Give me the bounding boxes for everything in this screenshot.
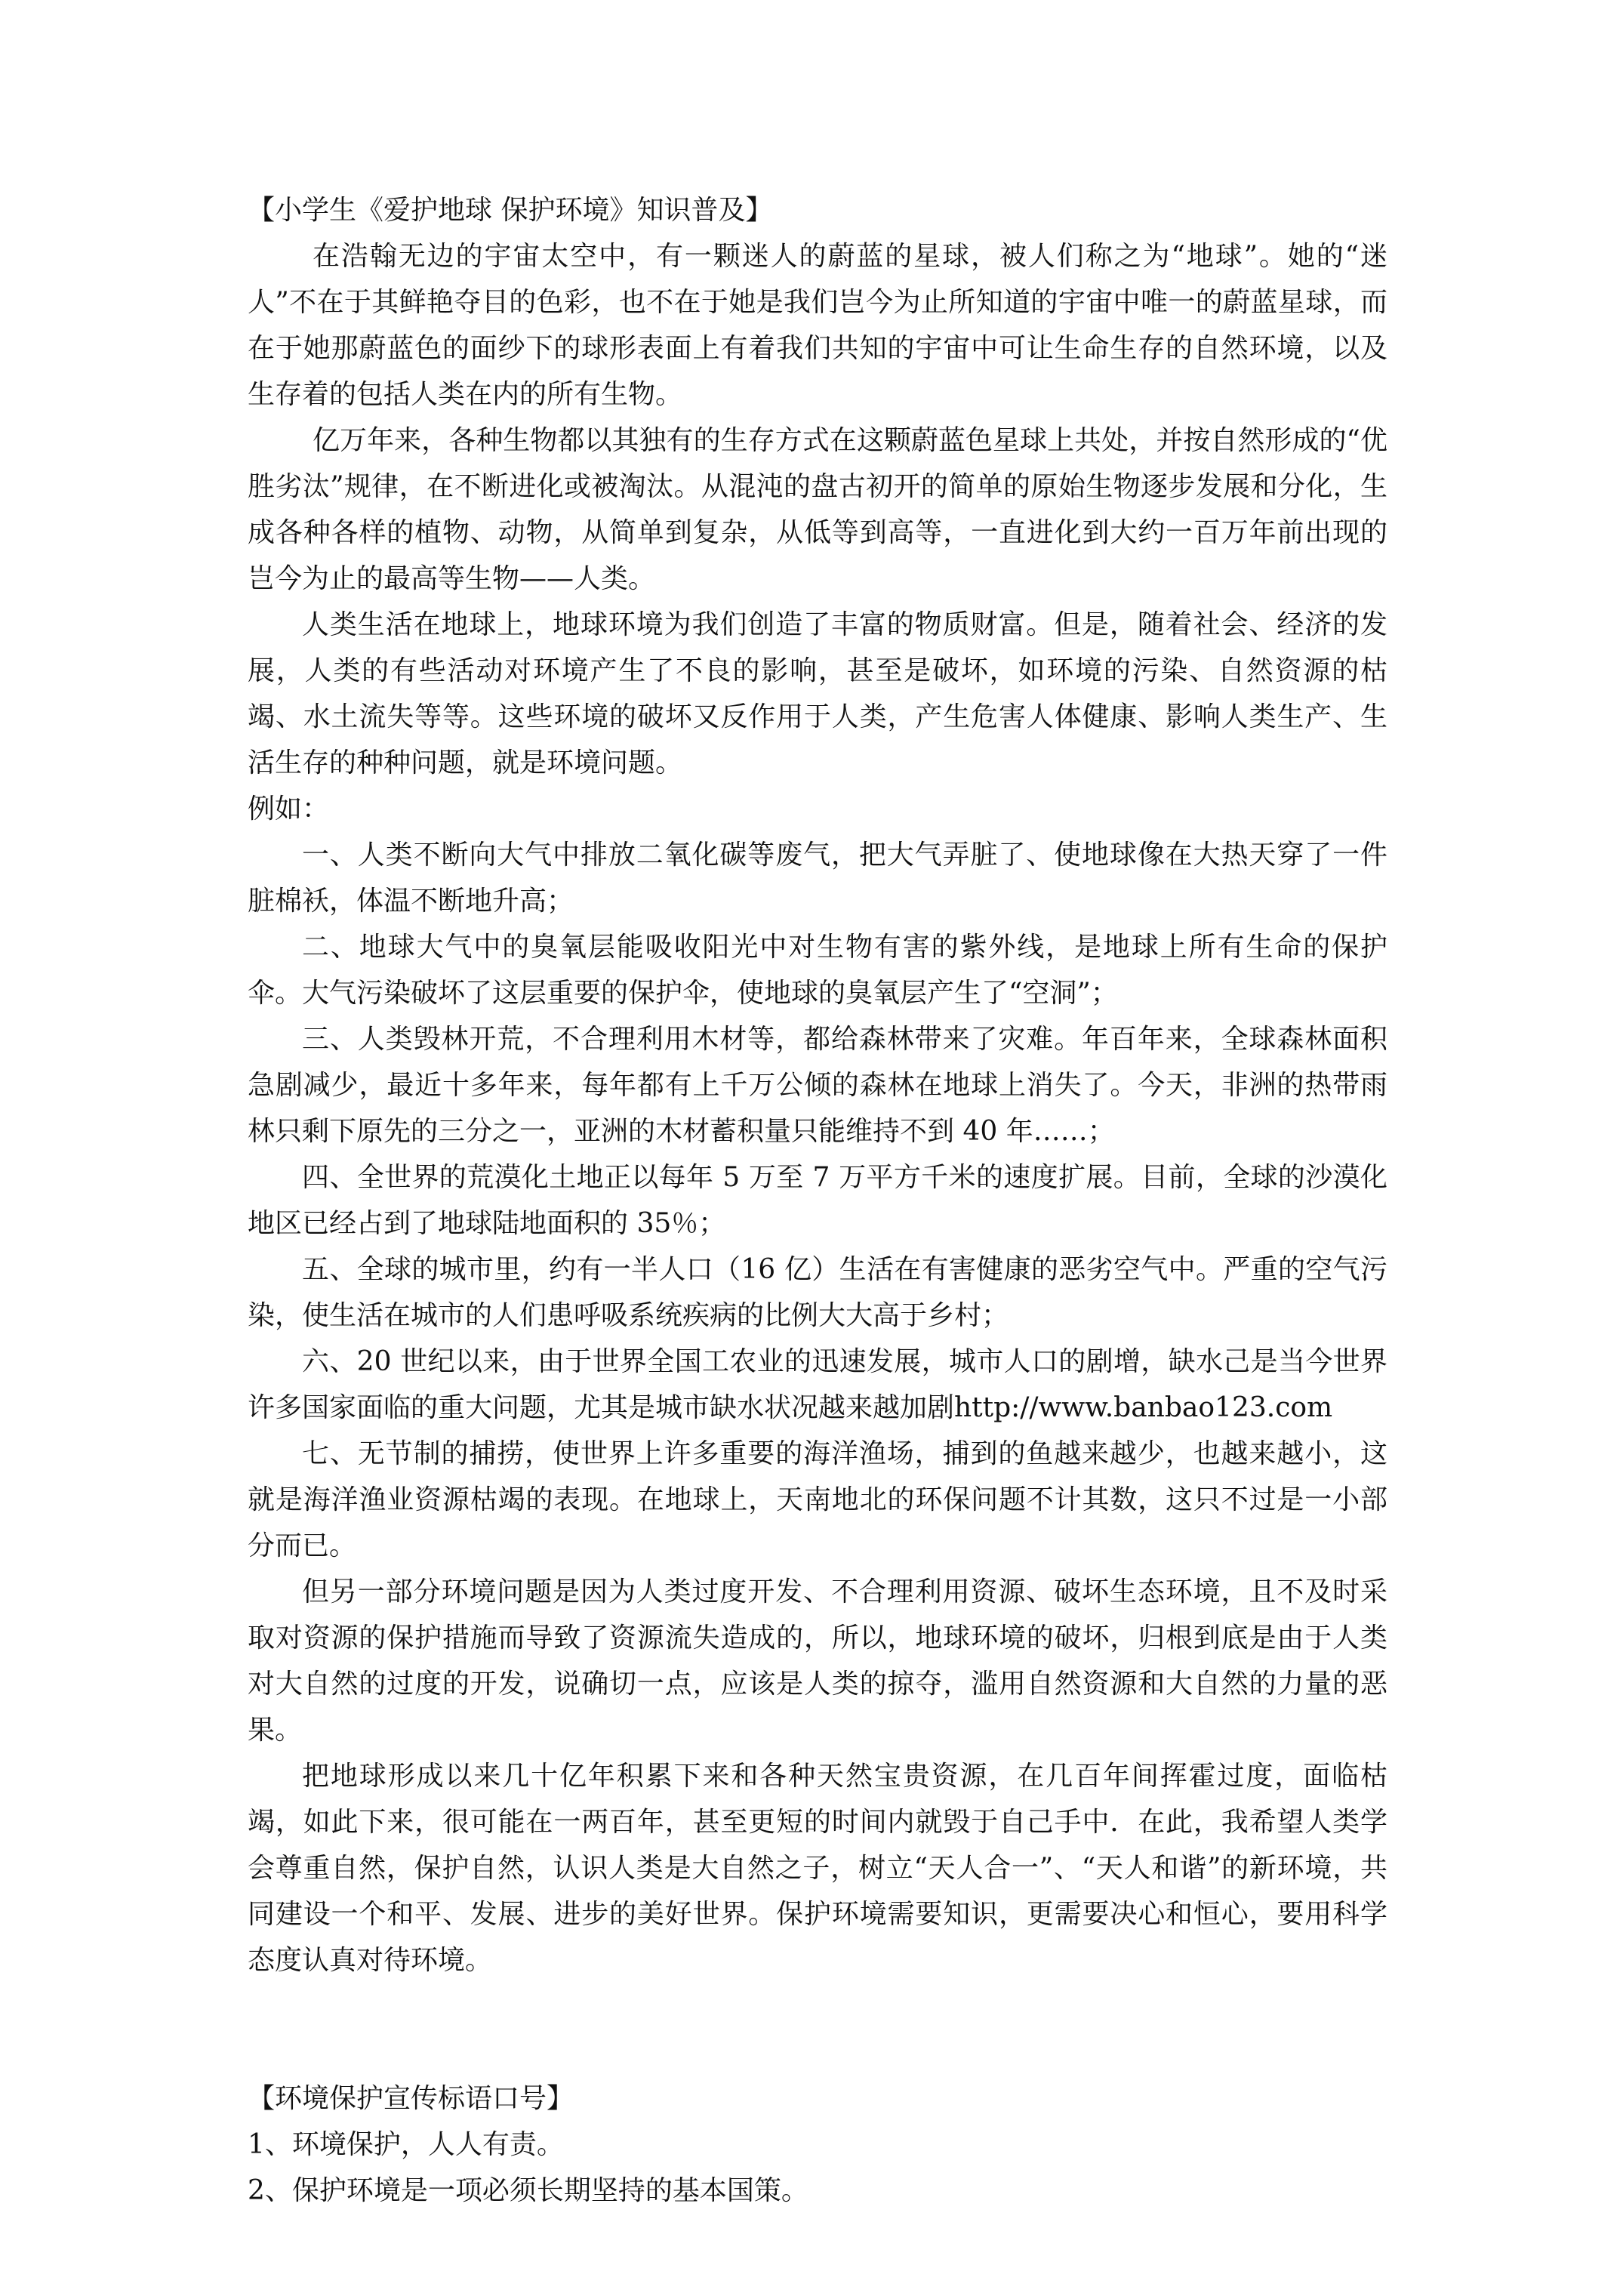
section-spacer [248,1983,1387,2076]
example-item-4: 四、全世界的荒漠化土地正以每年 5 万至 7 万平方千米的速度扩展。目前，全球的沙漠化地区已经占到了地球陆地面积的 35％； [248,1162,1387,1239]
closing-paragraph-1: 但另一部分环境问题是因为人类过度开发、不合理利用资源、破坏生态环境，且不及时采取对资源的保护措施而导致了资源流失造成的，所以，地球环境的破坏，归根到底是由于人类对大自然的过度的开发，说确切一点，应该是人类的掠夺，滥用自然资源和大自然的力量的恶果。 [248,1576,1387,1746]
example-item-3: 三、人类毁林开荒，不合理利用木材等，都给森林带来了灾难。年百年来，全球森林面积急剧减少，最近十多年来，每年都有上千万公倾的森林在地球上消失了。今天，非洲的热带雨林只剩下原先的三分之一，亚洲的木材蓄积量只能维持不到 40 年……； [248,1024,1387,1147]
slogans-title: 【环境保护宣传标语口号】 [248,2083,574,2114]
example-item-2: 二、地球大气中的臭氧层能吸收阳光中对生物有害的紫外线，是地球上所有生命的保护伞。大气污染破坏了这层重要的保护伞，使地球的臭氧层产生了“空洞”； [248,932,1387,1009]
closing-paragraph-2: 把地球形成以来几十亿年积累下来和各种天然宝贵资源，在几百年间挥霍过度，面临枯竭，如此下来，很可能在一两百年，甚至更短的时间内就毁于自己手中．在此，我希望人类学会尊重自然，保护自然，认识人类是大自然之子，树立“天人合一”、“天人和谐”的新环境，共同建设一个和平、发展、进步的美好世界。保护环境需要知识，更需要决心和恒心，要用科学态度认真对待环境。 [248,1761,1387,1976]
article-paragraph-1: 在浩翰无边的宇宙太空中，有一颗迷人的蔚蓝的星球，被人们称之为“地球”。她的“迷人”不在于其鲜艳夺目的色彩，也不在于她是我们岂今为止所知道的宇宙中唯一的蔚蓝星球，而在于她那蔚蓝色的面纱下的球形表面上有着我们共知的宇宙中可让生命生存的自然环境，以及生存着的包括人类在内的所有生物。 [248,241,1387,410]
article-title: 【小学生《爱护地球 保护环境》知识普及】 [248,195,773,226]
article-paragraph-2: 亿万年来，各种生物都以其独有的生存方式在这颗蔚蓝色星球上共处，并按自然形成的“优胜劣汰”规律，在不断进化或被淘汰。从混沌的盘古初开的简单的原始生物逐步发展和分化，生成各种各样的植物、动物，从简单到复杂，从低等到高等，一直进化到大约一百万年前出现的岂今为止的最高等生物——人类。 [248,425,1387,594]
example-label: 例如： [248,794,330,824]
example-item-7: 七、无节制的捕捞，使世界上许多重要的海洋渔场，捕到的鱼越来越少，也越来越小，这就是海洋渔业资源枯竭的表现。在地球上，天南地北的环保问题不计其数，这只不过是一小部分而已。 [248,1438,1387,1561]
example-item-5: 五、全球的城市里，约有一半人口（16 亿）生活在有害健康的恶劣空气中。严重的空气污染，使生活在城市的人们患呼吸系统疾病的比例大大高于乡村； [248,1254,1387,1331]
document-body [248,187,1387,2214]
example-item-1: 一、人类不断向大气中排放二氧化碳等废气，把大气弄脏了、使地球像在大热天穿了一件脏棉袄，体温不断地升高； [248,840,1387,917]
example-item-6: 六、20 世纪以来，由于世界全国工农业的迅速发展，城市人口的剧增，缺水己是当今世界许多国家面临的重大问题，尤其是城市缺水状况越来越加剧http://www.banbao123.com [248,1346,1387,1423]
article-paragraph-3: 人类生活在地球上，地球环境为我们创造了丰富的物质财富。但是，随着社会、经济的发展，人类的有些活动对环境产生了不良的影响，甚至是破坏，如环境的污染、自然资源的枯竭、水土流失等等。这些环境的破坏又反作用于人类，产生危害人体健康、影响人类生产、生活生存的种种问题，就是环境问题。 [248,609,1387,778]
slogan-item-1: 1、环境保护，人人有责。 [248,2129,564,2160]
slogan-item-2: 2、保护环境是一项必须长期坚持的基本国策。 [248,2175,808,2206]
